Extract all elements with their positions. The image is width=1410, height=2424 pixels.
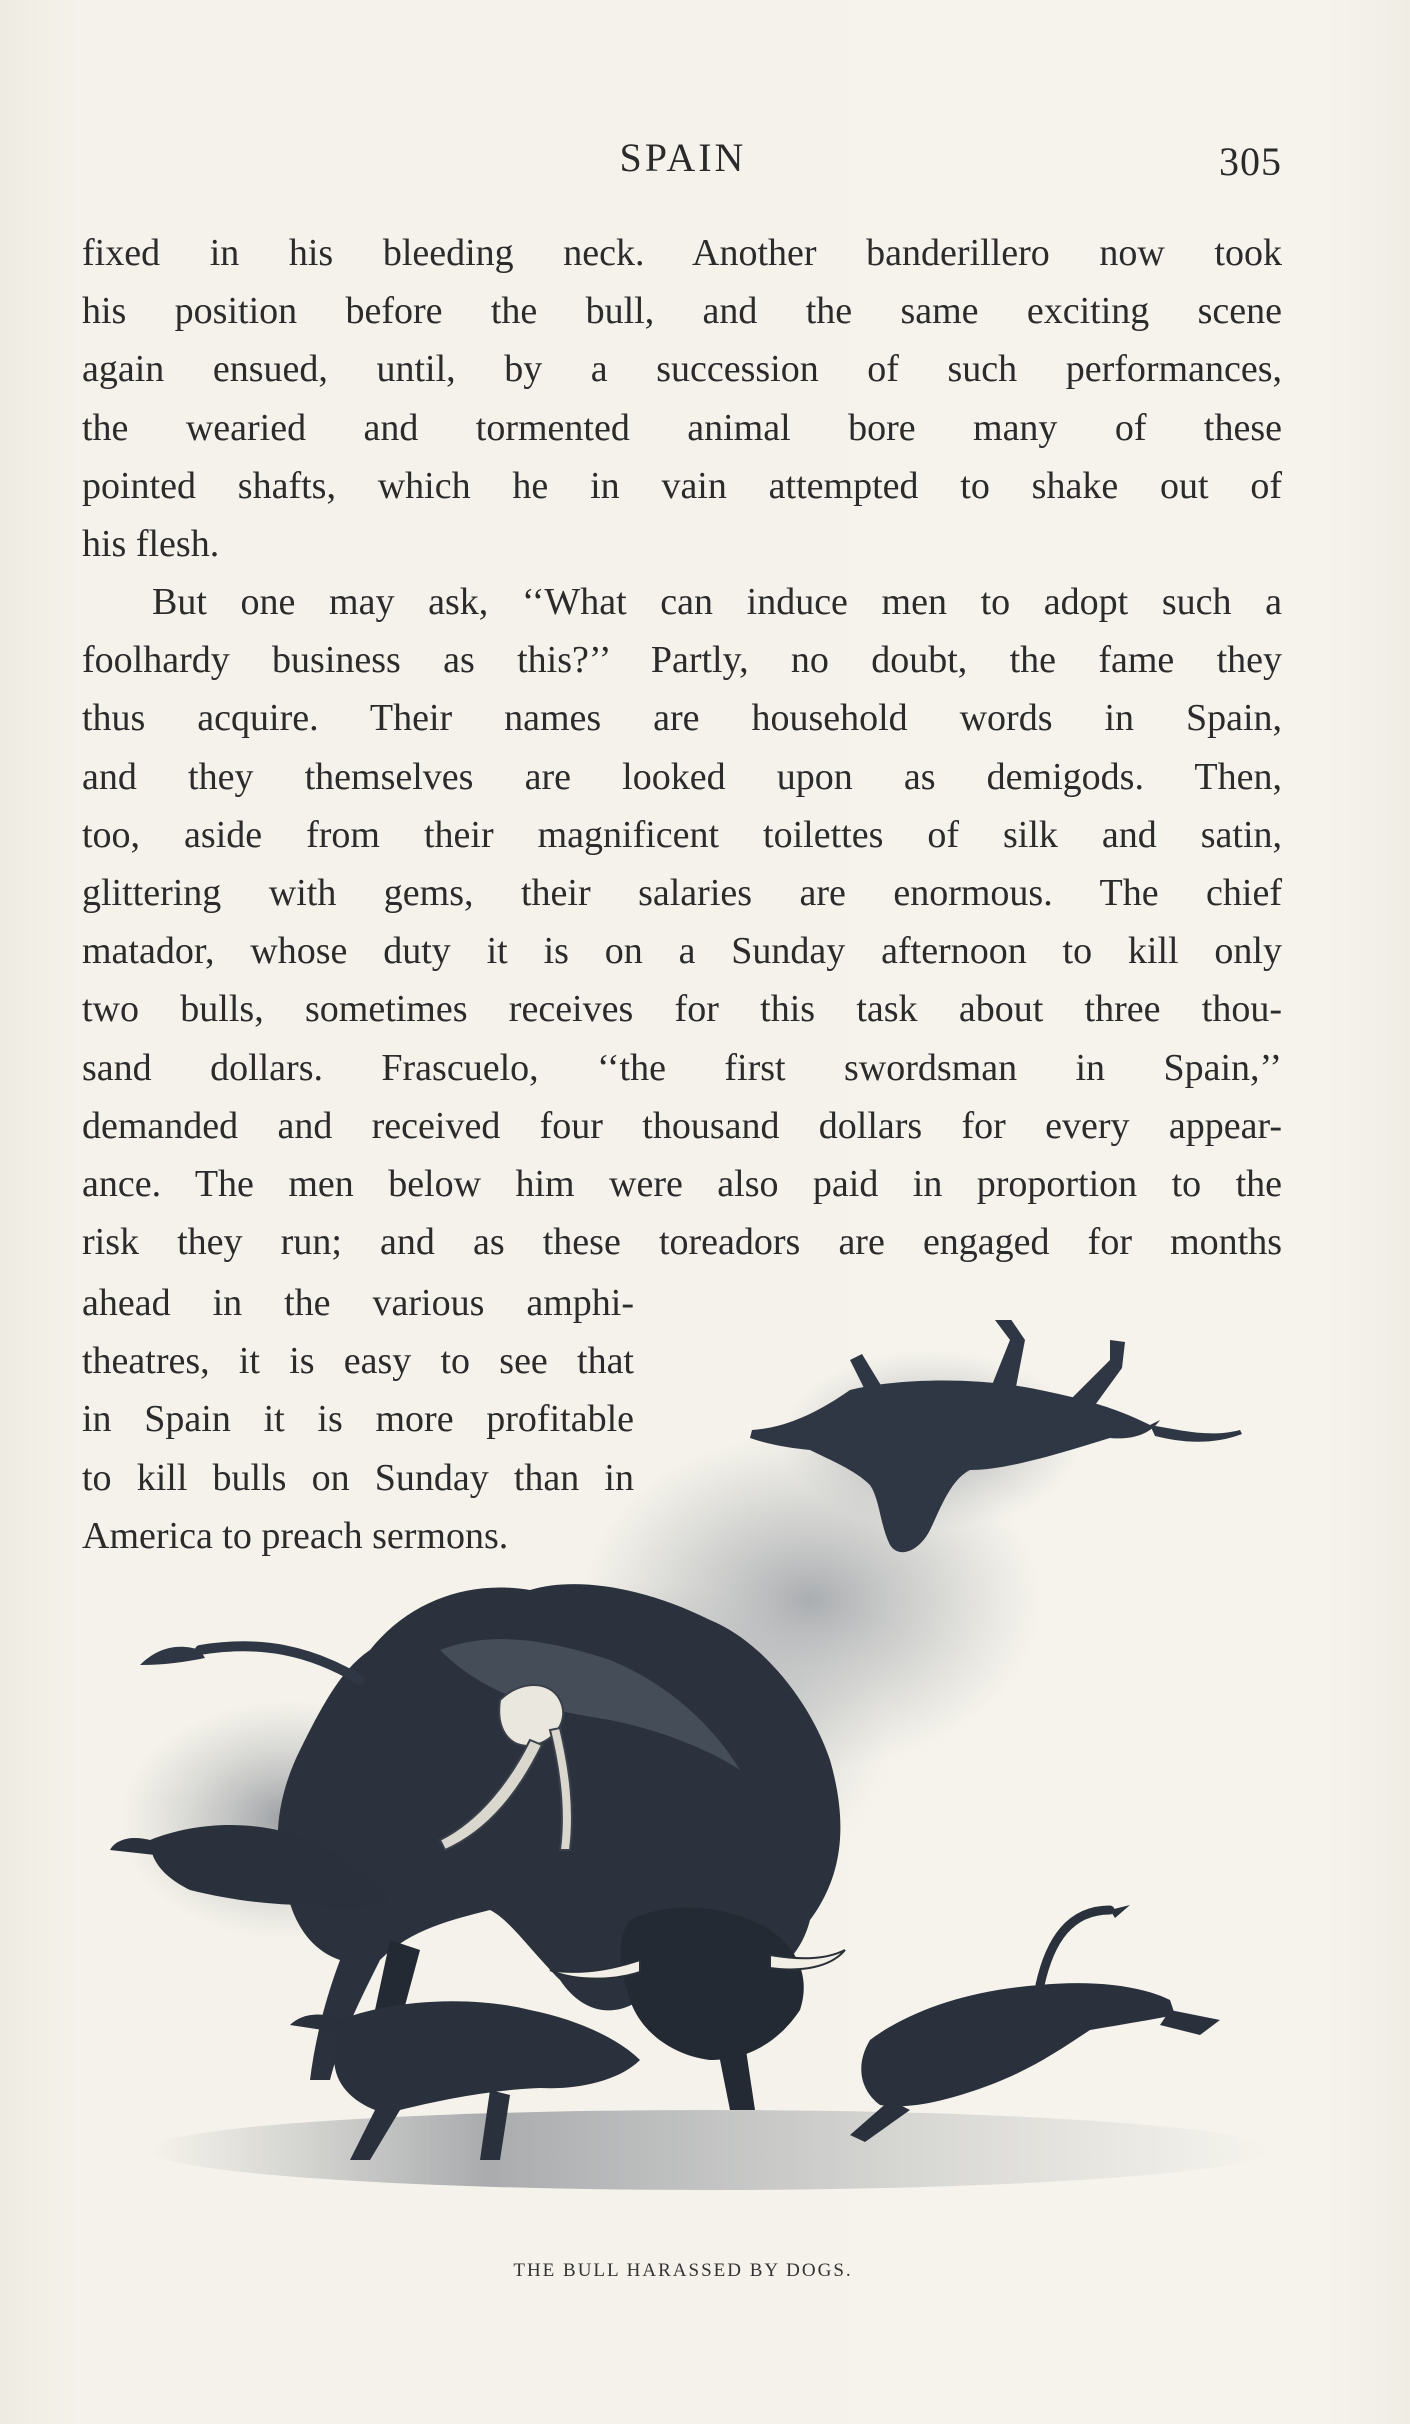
page-number: 305 [1219,139,1282,184]
illustration-caption: THE BULL HARASSED BY DOGS. [513,2260,853,2281]
running-head [0,128,1410,188]
text-line: demanded and received four thousand dollars for every appear- [82,1104,1282,1147]
text-line: his flesh. [82,523,220,566]
text-line: matador, whose duty it is on a Sunday afternoon to kill only [82,930,1282,973]
paragraph-2 [82,573,1282,1271]
text-line: to kill bulls on Sunday than in [82,1456,634,1499]
text-line: and they themselves are looked upon as demigods. Then, [82,755,1282,798]
text-line: thus acquire. Their names are household words in Spain, [82,697,1282,740]
text-line: fixed in his bleeding neck. Another banderillero now took [82,232,1282,274]
text-line: pointed shafts, which he in vain attempted to shake out of [82,464,1282,507]
dog-right [850,1905,1220,2142]
bull-illustration [110,1320,1310,2230]
text-line: theatres, it is easy to see that [82,1340,634,1383]
text-line: ance. The men below him were also paid in proportion to the [82,1163,1282,1206]
paragraph-1 [82,224,1282,573]
text-line: two bulls, sometimes receives for this task about three thou- [82,988,1282,1031]
text-line: the wearied and tormented animal bore many of these [82,406,1282,449]
text-line: glittering with gems, their salaries are enormous. The chief [82,872,1282,915]
text-line: again ensued, until, by a succession of such performances, [82,348,1282,391]
text-line: too, aside from their magnificent toilettes of silk and satin, [82,813,1282,856]
text-line: his position before the bull, and the same exciting scene [82,290,1282,333]
ground-shadow [150,2110,1270,2190]
running-title: SPAIN [619,135,747,180]
text-line: ahead in the various amphi- [82,1282,634,1324]
text-line: sand dollars. Frascuelo, ‘‘the first swordsman in Spain,’’ [82,1046,1282,1089]
text-line: America to preach sermons. [82,1514,509,1557]
text-line: in Spain it is more profitable [82,1398,634,1441]
text-line: risk they run; and as these toreadors are engaged for months [82,1221,1282,1264]
text-line: But one may ask, ‘‘What can induce men to adopt such a [152,581,1282,623]
text-line: foolhardy business as this?’’ Partly, no doubt, the fame they [82,639,1282,682]
